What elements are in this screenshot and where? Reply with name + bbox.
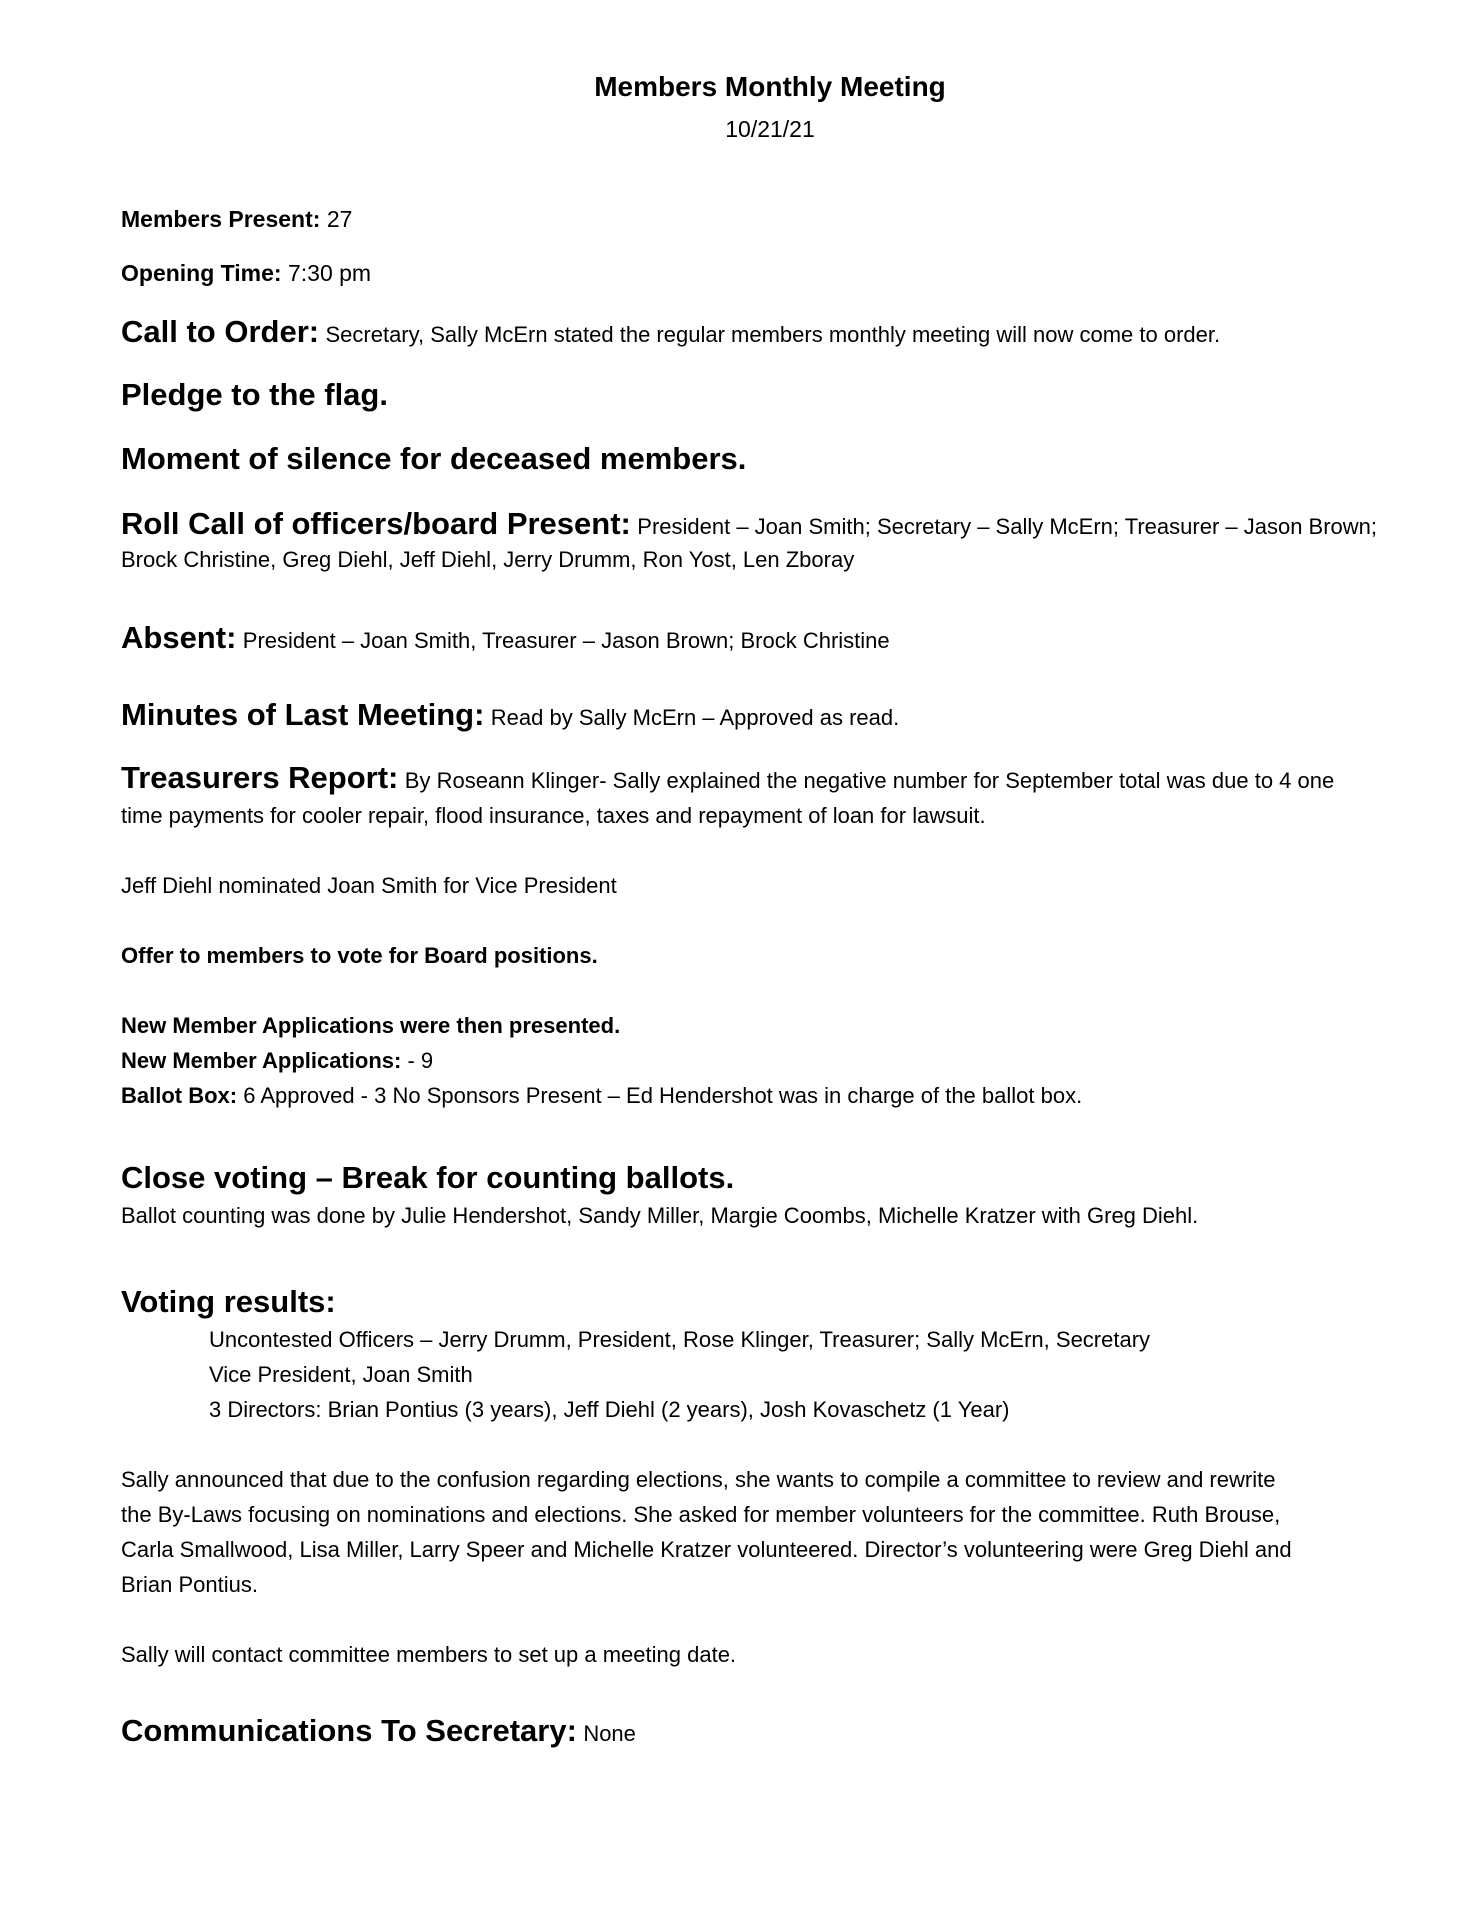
ballot-box-label: Ballot Box: — [121, 1083, 238, 1108]
roll-call-label: Roll Call of officers/board Present: — [121, 506, 631, 541]
minutes-line — [121, 697, 899, 733]
absent-label: Absent: — [121, 620, 237, 655]
communications-value: None — [583, 1721, 636, 1746]
contact-text: Sally will contact committee members to set up a meeting date. — [121, 1642, 737, 1667]
members-present-label: Members Present: — [121, 206, 321, 232]
communications-line — [121, 1713, 636, 1749]
applications-presented: New Member Applications were then presented. — [121, 1013, 621, 1038]
applications-count-line — [121, 1047, 433, 1075]
treasurers-report-text: By Roseann Klinger- Sally explained the negative number for September total was due to 4 one — [404, 768, 1335, 793]
members-present-line — [121, 205, 352, 233]
page-title: Members Monthly Meeting — [594, 71, 946, 102]
bylaws-paragraph-line: the By-Laws focusing on nominations and elections. She asked for member volunteers for the committee. Ruth Brouse, — [121, 1502, 1281, 1527]
close-voting-heading: Close voting – Break for counting ballots. — [121, 1160, 735, 1195]
opening-time-value: 7:30 pm — [287, 260, 372, 286]
communications-label: Communications To Secretary: — [121, 1713, 577, 1748]
roll-call-text: President – Joan Smith; Secretary – Sally McErn; Treasurer – Jason Brown; — [637, 514, 1378, 539]
roll-call-line — [121, 506, 1377, 542]
opening-time-label: Opening Time: — [121, 260, 282, 286]
pledge-heading: Pledge to the flag. — [121, 377, 388, 412]
nomination-text: Jeff Diehl nominated Joan Smith for Vice President — [121, 873, 617, 898]
voting-result-line: Vice President, Joan Smith — [209, 1362, 473, 1387]
bylaws-paragraph-line: Carla Smallwood, Lisa Miller, Larry Speer and Michelle Kratzer volunteered. Director’s volunteering were Greg Diehl and — [121, 1537, 1292, 1562]
offer-vote-text: Offer to members to vote for Board positions. — [121, 943, 598, 968]
treasurers-report-line — [121, 760, 1334, 796]
members-present-value: 27 — [326, 206, 353, 232]
meeting-date: 10/21/21 — [725, 116, 815, 142]
applications-count-label: New Member Applications: — [121, 1048, 402, 1073]
ballot-box-text: 6 Approved - 3 No Sponsors Present – Ed Hendershot was in charge of the ballot box. — [243, 1083, 1083, 1108]
voting-results-heading: Voting results: — [121, 1284, 336, 1319]
bylaws-paragraph-line: Brian Pontius. — [121, 1572, 258, 1597]
treasurers-report-label: Treasurers Report: — [121, 760, 399, 795]
ballot-counting-text: Ballot counting was done by Julie Hendershot, Sandy Miller, Margie Coombs, Michelle Kratzer with Greg Diehl. — [121, 1203, 1199, 1228]
roll-call-names: Brock Christine, Greg Diehl, Jeff Diehl, Jerry Drumm, Ron Yost, Len Zboray — [121, 547, 855, 572]
voting-result-line: Uncontested Officers – Jerry Drumm, President, Rose Klinger, Treasurer; Sally McErn, Secretary — [209, 1327, 1151, 1352]
bylaws-paragraph-line: Sally announced that due to the confusion regarding elections, she wants to compile a committee to review and rewrite — [121, 1467, 1276, 1492]
absent-line — [121, 620, 890, 656]
ballot-box-line — [121, 1082, 1082, 1110]
opening-time-line — [121, 259, 371, 287]
treasurers-report-text-cont: time payments for cooler repair, flood insurance, taxes and repayment of loan for lawsuit. — [121, 803, 986, 828]
call-to-order-line — [121, 314, 1220, 350]
call-to-order-text: Secretary, Sally McErn stated the regular members monthly meeting will now come to order. — [325, 322, 1221, 347]
minutes-text: Read by Sally McErn – Approved as read. — [490, 705, 900, 730]
call-to-order-label: Call to Order: — [121, 314, 320, 349]
applications-count-value: - 9 — [407, 1048, 434, 1073]
voting-result-line: 3 Directors: Brian Pontius (3 years), Jeff Diehl (2 years), Josh Kovaschetz (1 Year) — [209, 1397, 1010, 1422]
moment-of-silence-heading: Moment of silence for deceased members. — [121, 441, 747, 476]
minutes-label: Minutes of Last Meeting: — [121, 697, 485, 732]
absent-text: President – Joan Smith, Treasurer – Jason Brown; Brock Christine — [242, 628, 890, 653]
